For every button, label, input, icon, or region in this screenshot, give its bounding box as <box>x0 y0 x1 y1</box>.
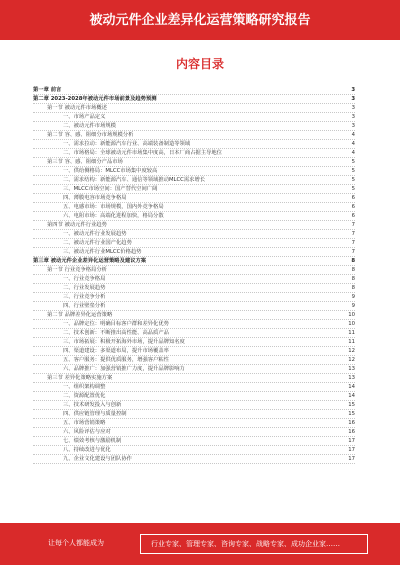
toc-entry-text: 第三节 差异化策略实施方案 <box>47 374 115 382</box>
toc-entry-row[interactable] <box>33 167 355 176</box>
toc-entry-row[interactable] <box>33 347 355 356</box>
toc-entry-row[interactable] <box>33 140 355 149</box>
toc-entry-text: 七、绩效考核与激励机制 <box>63 437 124 445</box>
toc-entry-row[interactable] <box>33 122 355 131</box>
toc-entry-row[interactable] <box>33 158 355 167</box>
toc-page-number: 12 <box>348 348 355 354</box>
toc-entry-row[interactable] <box>33 374 355 383</box>
toc-entry-text: 一、组织架构调整 <box>63 383 108 391</box>
toc-entry-row[interactable] <box>33 392 355 401</box>
toc-entry-row[interactable] <box>33 446 355 455</box>
toc-page-number: 7 <box>351 249 355 255</box>
toc-entry-text: 五、电感市场：市场规模，国内外竞争格局 <box>63 203 167 211</box>
toc-entry-text: 一、被动元件行业发展趋势 <box>63 230 130 238</box>
toc-entry-row[interactable] <box>33 239 355 248</box>
toc-entry-text: 二、行业发展趋势 <box>63 284 108 292</box>
toc-page-number: 12 <box>348 357 355 363</box>
toc-entry-text: 五、客户服务：提供优质服务，增强客户粘性 <box>63 356 172 364</box>
toc-entry-text: 二、需求结构：新能源汽车、通信等领域推动MLCC需求增长 <box>63 176 208 184</box>
toc-entry-text: 第三节 容、感、阻细分产品市场 <box>47 158 126 166</box>
toc-entry-row[interactable] <box>33 266 355 275</box>
toc-entry-row[interactable] <box>33 113 355 122</box>
toc-page-number: 13 <box>348 366 355 372</box>
footer-slogan: 让每个人都能成为 <box>48 539 104 547</box>
toc-entry-row[interactable] <box>33 230 355 239</box>
toc-page-number: 17 <box>348 438 355 444</box>
toc-page-number: 6 <box>351 213 355 219</box>
toc-entry-text: 四、薄膜电容市场竞争格局 <box>63 194 130 202</box>
toc-page-number: 11 <box>348 339 355 345</box>
toc-entry-text: 六、品牌推广：加强营销推广力度，提升品牌影响力 <box>63 365 188 373</box>
toc-entry-text: 二、技术创新：不断推出高性能、高品质产品 <box>63 329 172 337</box>
toc-entry-text: 三、行业竞争分析 <box>63 293 108 301</box>
toc-entry-text: 五、市场营销策略 <box>63 419 108 427</box>
footer-roles: 行业专家、管理专家、咨询专家、战略专家、成功企业家…… <box>151 540 340 548</box>
toc-entry-text: 一、市场产品定义 <box>63 113 108 121</box>
toc-page-number: 4 <box>351 150 355 156</box>
toc-page-number: 17 <box>348 447 355 453</box>
toc-page-number: 8 <box>351 267 355 273</box>
toc-entry-row[interactable] <box>33 284 355 293</box>
toc-page-number: 3 <box>351 96 355 102</box>
toc-entry-row[interactable] <box>33 176 355 185</box>
toc-entry-row[interactable] <box>33 455 355 464</box>
toc-entry-text: 三、MLCC市场空间：国产替代空间广阔 <box>63 185 160 193</box>
toc-entry-row[interactable] <box>33 419 355 428</box>
toc-entry-text: 二、资源配置优化 <box>63 392 108 400</box>
toc-page-number: 5 <box>351 159 355 165</box>
toc-entry-row[interactable] <box>33 383 355 392</box>
toc-page-number: 10 <box>348 321 355 327</box>
table-of-contents <box>33 86 355 464</box>
toc-entry-text: 三、被动元件行业MLCC价格趋势 <box>63 248 144 256</box>
toc-entry-text: 第一节 行业竞争格局分析 <box>47 266 110 274</box>
toc-entry-text: 第二节 品牌差异化运营策略 <box>47 311 115 319</box>
toc-page-number: 9 <box>351 303 355 309</box>
toc-entry-row[interactable] <box>33 149 355 158</box>
toc-page-number: 14 <box>348 393 355 399</box>
toc-page-number: 6 <box>351 204 355 210</box>
toc-page-number: 3 <box>351 105 355 111</box>
toc-entry-text: 二、市场格局：全球被动元件市场集中度高，日本厂商占据主导地位 <box>63 149 225 157</box>
toc-page-number: 5 <box>351 168 355 174</box>
toc-entry-text: 一、品牌定位：明确目标客户群和差异化优势 <box>63 320 172 328</box>
toc-title: 内容目录 <box>175 57 224 71</box>
toc-entry-row[interactable] <box>33 221 355 230</box>
toc-page-number: 3 <box>351 114 355 120</box>
toc-entry-row[interactable] <box>33 437 355 446</box>
toc-entry-text: 九、企业文化建设与团队协作 <box>63 455 135 463</box>
toc-entry-row[interactable] <box>33 275 355 284</box>
toc-entry-row[interactable] <box>33 185 355 194</box>
toc-entry-text: 六、风险评估与应对 <box>63 428 114 436</box>
toc-page-number: 13 <box>348 375 355 381</box>
toc-page-number: 16 <box>348 429 355 435</box>
toc-entry-text: 六、电阻市场：高端化进程加快，格局分散 <box>63 212 167 220</box>
toc-page-number: 14 <box>348 384 355 390</box>
toc-entry-text: 第二节 容、感、阻细分市场规模分析 <box>47 131 136 139</box>
toc-entry-row[interactable] <box>33 212 355 221</box>
toc-entry-text: 三、技术研发投入与创新 <box>63 401 124 409</box>
footer-bar <box>0 523 400 565</box>
toc-page-number: 8 <box>351 258 355 264</box>
toc-page-number: 4 <box>351 141 355 147</box>
toc-entry-text: 三、市场拓展：积极开拓海外市场，提升品牌知名度 <box>63 338 188 346</box>
toc-page-number: 17 <box>348 456 355 462</box>
toc-entry-text: 第三章 被动元件企业差异化运营策略及建议方案 <box>33 257 149 265</box>
toc-entry-text: 四、渠道建设：多渠道布局，提升市场覆盖率 <box>63 347 172 355</box>
toc-chapter-row[interactable] <box>33 86 355 95</box>
toc-entry-row[interactable] <box>33 410 355 419</box>
toc-page-number: 4 <box>351 132 355 138</box>
toc-entry-row[interactable] <box>33 203 355 212</box>
report-title: 被动元件企业差异化运营策略研究报告 <box>89 13 311 28</box>
toc-entry-text: 四、行业壁垒分析 <box>63 302 108 310</box>
toc-entry-text: 第四节 被动元件行业趋势 <box>47 221 110 229</box>
toc-entry-text: 第一章 前言 <box>33 86 64 94</box>
toc-entry-text: 一、供给侧格局：MLCC市场集中度较高 <box>63 167 160 175</box>
toc-entry-text: 四、供应链管理与质量控制 <box>63 410 130 418</box>
toc-entry-text: 一、需求拉动：新能源汽车行业、高端装备制造等领域 <box>63 140 193 148</box>
toc-entry-row[interactable] <box>33 104 355 113</box>
toc-page-number: 8 <box>351 276 355 282</box>
toc-page-number: 7 <box>351 240 355 246</box>
toc-page-number: 9 <box>351 294 355 300</box>
toc-entry-text: 八、持续改进与优化 <box>63 446 114 454</box>
toc-page-number: 5 <box>351 177 355 183</box>
toc-page-number: 3 <box>351 87 355 93</box>
toc-page-number: 15 <box>348 402 355 408</box>
toc-chapter-row[interactable] <box>33 95 355 104</box>
toc-entry-text: 第二章 2023-2028年被动元件市场前景及趋势预测 <box>33 95 160 103</box>
toc-entry-text: 第一节 被动元件市场概述 <box>47 104 110 112</box>
toc-entry-row[interactable] <box>33 401 355 410</box>
toc-entry-text: 二、被动元件行业国产化趋势 <box>63 239 135 247</box>
toc-page-number: 11 <box>348 330 355 336</box>
toc-page-number: 10 <box>348 312 355 318</box>
toc-entry-text: 二、被动元件市场规模 <box>63 122 119 130</box>
toc-entry-row[interactable] <box>33 131 355 140</box>
toc-page-number: 7 <box>351 222 355 228</box>
header-bar <box>0 0 400 40</box>
toc-entry-row[interactable] <box>33 248 355 257</box>
toc-entry-row[interactable] <box>33 428 355 437</box>
toc-entry-row[interactable] <box>33 293 355 302</box>
toc-page-number: 8 <box>351 285 355 291</box>
toc-entry-row[interactable] <box>33 194 355 203</box>
toc-chapter-row[interactable] <box>33 257 355 266</box>
toc-page-number: 16 <box>348 420 355 426</box>
toc-page-number: 3 <box>351 123 355 129</box>
toc-entry-row[interactable] <box>33 356 355 365</box>
toc-page-number: 5 <box>351 186 355 192</box>
toc-page-number: 6 <box>351 195 355 201</box>
toc-entry-row[interactable] <box>33 365 355 374</box>
toc-page-number: 15 <box>348 411 355 417</box>
toc-entry-row[interactable] <box>33 302 355 311</box>
toc-entry-row[interactable] <box>33 329 355 338</box>
footer-slogan-box <box>140 534 368 554</box>
toc-entry-row[interactable] <box>33 338 355 347</box>
toc-entry-row[interactable] <box>33 311 355 320</box>
toc-page-number: 7 <box>351 231 355 237</box>
toc-entry-text: 一、行业竞争格局 <box>63 275 108 283</box>
toc-entry-row[interactable] <box>33 320 355 329</box>
